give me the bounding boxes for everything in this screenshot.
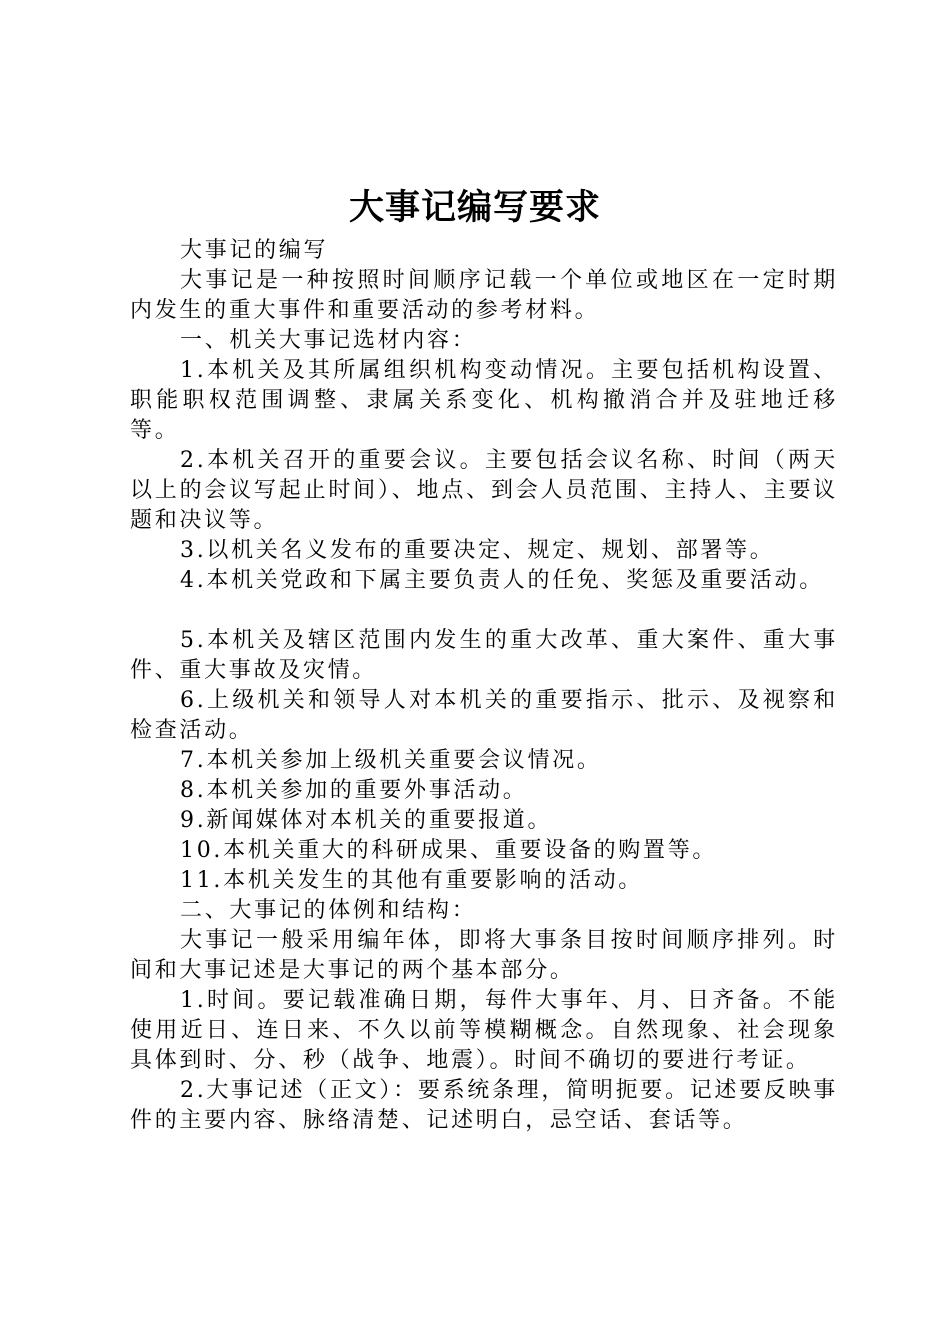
list-item-10: 10.本机关重大的科研成果、重要设备的购置等。 (180, 838, 718, 863)
list-item-4: 4.本机关党政和下属主要负责人的任免、奖惩及重要活动。 (180, 568, 824, 593)
list-item-11: 11.本机关发生的其他有重要影响的活动。 (180, 868, 643, 893)
list-item-2: 2.本机关召开的重要会议。主要包括会议名称、时间（两天以上的会议写起止时间）、地点、到会人员范围、主持人、主要议题和决议等。 (130, 448, 838, 533)
document-body (130, 236, 838, 1136)
list-item-3: 3.以机关名义发布的重要决定、规定、规划、部署等。 (180, 538, 775, 563)
list-item-6: 6.上级机关和领导人对本机关的重要指示、批示、及视察和检查活动。 (130, 688, 838, 743)
list-item-7: 7.本机关参加上级机关重要会议情况。 (180, 748, 602, 773)
document-title: 大事记编写要求 (348, 188, 601, 228)
paragraph-heading-intro: 大事记的编写 (180, 238, 329, 263)
paragraph-definition: 大事记是一种按照时间顺序记载一个单位或地区在一定时期内发生的重大事件和重要活动的参考材料。 (130, 268, 838, 323)
section-heading-2: 二、大事记的体例和结构： (180, 898, 477, 923)
structure-item-narrative: 2.大事记述（正文）：要系统条理，简明扼要。记述要反映事件的主要内容、脉络清楚、记述明白，忌空话、套话等。 (130, 1078, 838, 1133)
section-heading-1: 一、机关大事记选材内容： (180, 328, 477, 353)
list-item-8: 8.本机关参加的重要外事活动。 (180, 778, 528, 803)
list-item-1: 1.本机关及其所属组织机构变动情况。主要包括机构设置、职能职权范围调整、隶属关系变化、机构撤消合并及驻地迁移等。 (130, 358, 838, 443)
list-item-9: 9.新闻媒体对本机关的重要报道。 (180, 808, 553, 833)
list-item-5: 5.本机关及辖区范围内发生的重大改革、重大案件、重大事件、重大事故及灾情。 (130, 628, 838, 683)
paragraph-structure: 大事记一般采用编年体，即将大事条目按时间顺序排列。时间和大事记述是大事记的两个基本部分。 (130, 928, 838, 983)
structure-item-time: 1.时间。要记载准确日期，每件大事年、月、日齐备。不能使用近日、连日来、不久以前等模糊概念。自然现象、社会现象具体到时、分、秒（战争、地震）。时间不确切的要进行考证。 (130, 988, 838, 1073)
